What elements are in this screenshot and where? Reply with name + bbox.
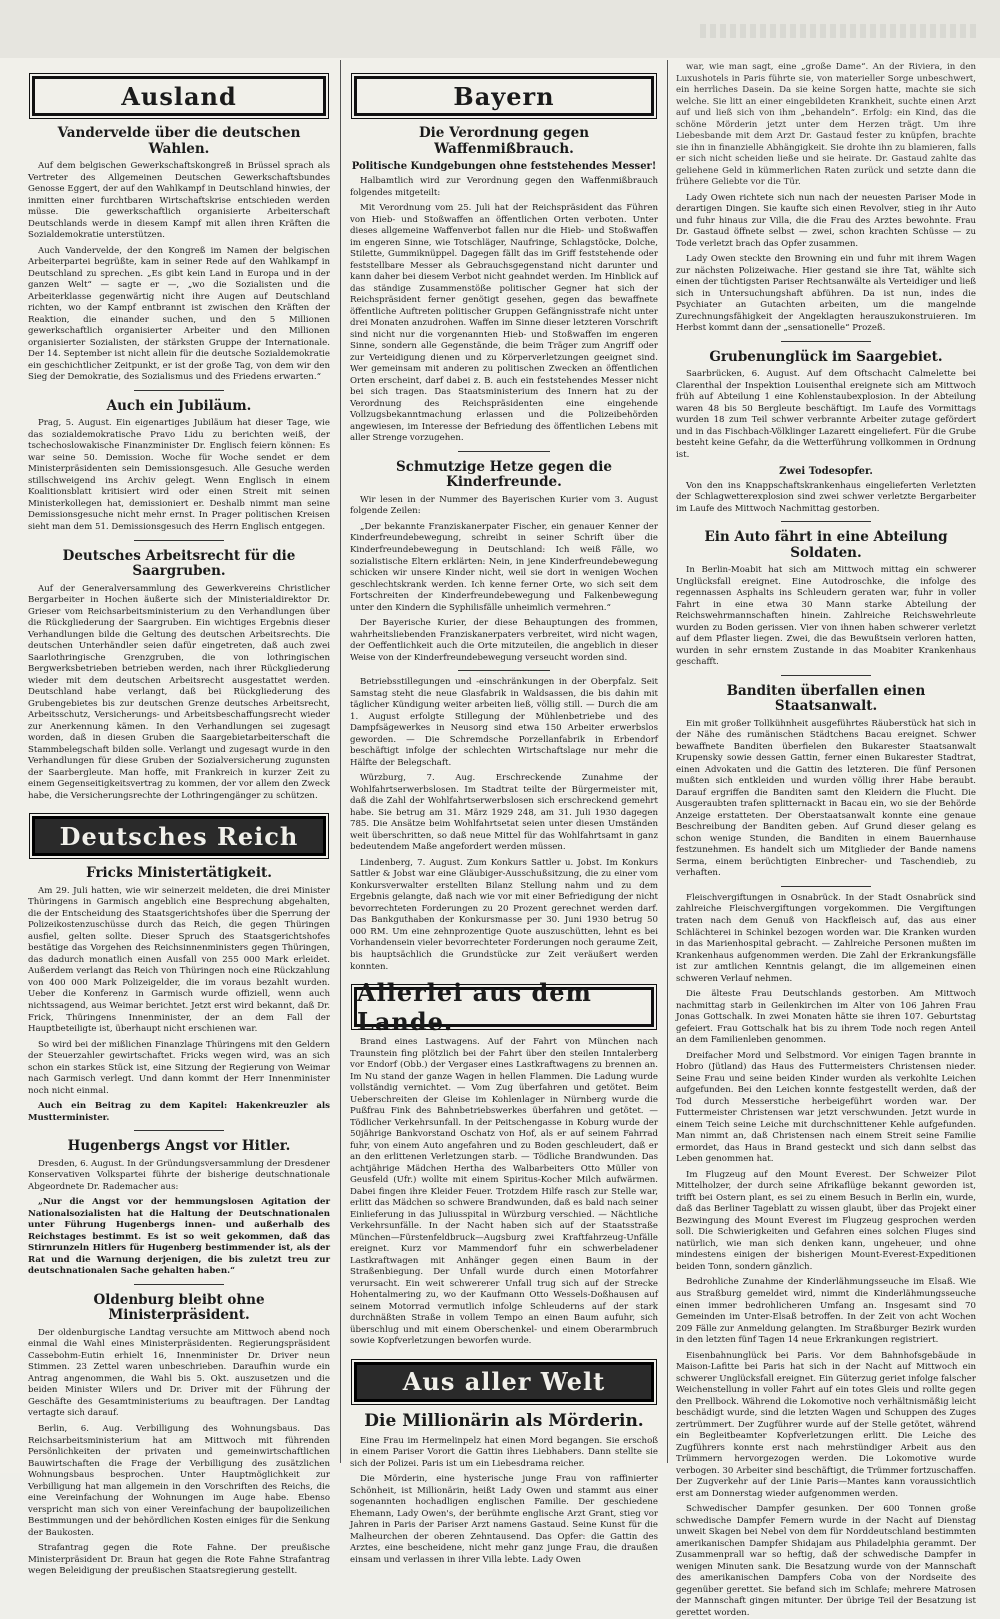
paragraph: Fleischvergiftungen in Osnabrück. In der Stadt Osnabrück sind zahlreiche Fleischvergiftungen vorgekommen. Die Vergiftungen traten nach dem Genuß von Hackfleisch auf, das aus einer Schlächterei in Schinkel bezogen worden war. Die Kranken wurden in das Marienhospital gebracht. — Zahlreiche Personen mußten im Krankenhaus aufgenommen werden. Die Zahl der Erkrankungsfälle ist zur amtlichen Kenntnis gelangt, die im allgemeinen einen schweren Verlauf nehmen. (676, 892, 976, 984)
paragraph: Auch ein Beitrag zu dem Kapitel: Hakenkreuzler als Mustterminister. (28, 1101, 330, 1123)
subheadline: Zwei Todesopfer. (779, 465, 873, 477)
divider (458, 451, 550, 452)
section-title-allerlei: Allerlei aus dem Lande. (354, 987, 654, 1027)
paragraph: Von den ins Knappschaftskrankenhaus eingelieferten Verletzten der Schlagwetterexplosion sind zwei schwer verletzte Bergarbeiter im Laufe des Mittwoch Nachmittag gestorben. (676, 480, 976, 514)
divider (134, 1284, 225, 1285)
headline: Ein Auto fährt in eine Abteilung Soldaten. (704, 529, 948, 561)
divider (458, 670, 550, 671)
paragraph: Lady Owen richtete sich nun nach der neuesten Pariser Mode in derartigen Dingen. Sie kaufte sich einen Revolver, stieg in ihr Auto und fuhr hinaus zur Villa, die die Frau des Arztes bewohnte. Frau Dr. Gastaud öffnete selbst — zwei, schon krachten Schüsse — zu Tode verletzt brach das Opfer zusammen. (676, 192, 976, 249)
divider (781, 675, 871, 676)
paragraph: Mit Verordnung vom 25. Juli hat der Reichspräsident das Führen von Hieb- und Stoßwaffen an öffentlichen Orten verboten. Unter dieses allgemeine Waffenverbot fallen nur die Hieb- und Stoßwaffen im engeren Sinne, wie Totschläger, Naufringe, Schlagstöcke, Dolche, Stilette, Gummiknüppel. Dagegen fällt das im Griff feststehende oder feststellbare Messer als Gebrauchsgegenstand nicht darunter und kann daher bei diesem Verbot nicht geahndet werden. Im Hinblick auf das ständige Zusammenstöße politischer Gegner hat sich der Reichspräsident ferner genötigt gesehen, gegen das bewaffnete öffentliche Auftreten politischer Gruppen Gefängnisstrafe nicht unter drei Monaten anzudrohen. Waffen im Sinne dieser letzteren Vorschrift sind nicht nur die vorgenannten Hieb- und Stoßwaffen im engeren Sinne, sondern alle Gegenstände, die beim Träger zum Angriff oder zur Verteidigung dienen und zu Körperverletzungen geeignet sind. Wer gemeinsam mit anderen zu politischen Zwecken an öffentlichen Orten erscheint, darf dabei z. B. auch ein feststehendes Messer nicht bei sich tragen. Das Staatsministerium des Innern hat zu der Verordnung des Reichspräsidenten eine eingehende Vollzugsbekanntmachung erlassen und die Polizeibehörden angewiesen, im Interesse der Befriedung des öffentlichen Lebens mit aller Strenge vorzugehen. (350, 203, 658, 444)
paragraph: Schwedischer Dampfer gesunken. Der 600 Tonnen große schwedische Dampfer Femern wurde in der Nacht auf Dienstag unweit Skagen bei Nebel von dem für Norddeutschland bestimmten amerikanischen Dampfer Shidajam aus Philadelphia gerammt. Der Zusammenprall war so heftig, daß der schwedische Dampfer in wenigen Minuten sank. Die Besatzung wurde von der Mannschaft des amerikanischen Dampfers Coba von der Nordseite des gegenüber gerettet. Sie befand sich im Schlafe; mehrere Matrosen der Mannschaft gingen mitunter. Der übrige Teil der Besatzung ist gerettet worden. (676, 1504, 976, 1618)
headline: Deutsches Arbeitsrecht für die Saargruben. (62, 547, 296, 580)
paragraph: Halbamtlich wird zur Verordnung gegen den Waffenmißbrauch folgendes mitgeteilt: (350, 176, 658, 198)
headline: Hugenbergs Angst vor Hitler. (67, 1138, 291, 1155)
section-title-deutsches-reich: Deutsches Reich (32, 816, 326, 856)
column-2 (350, 62, 658, 1565)
headline: Oldenburg bleibt ohne Ministerpräsident. (93, 1291, 265, 1324)
paragraph: Bedrohliche Zunahme der Kinderlähmungsseuche im Elsaß. Wie aus Straßburg gemeldet wird, nimmt die Kinderlähmungsseuche einen immer bedrohlicheren Umfang an. Insgesamt sind 70 Gemeinden im Unter-Elsaß betroffen. In der Zeit von acht Wochen 209 Fälle zur Anmeldung gelangten. Im Straßburger Bezirk wurden in den letzten fünf Tagen 14 neue Erkrankungen registriert. (676, 1277, 976, 1346)
paragraph: Lindenberg, 7. August. Zum Konkurs Sattler u. Jobst. Im Konkurs Sattler & Jobst war eine Gläubiger-Ausschußsitzung, die zu einer vom Konkursverwalter erstellten Bilanz Stellung nahm und zu dem Ergebnis gelangte, daß nach wie vor mit einer Befriedigung der nicht bevorrechteten Forderungen zu 20 Prozent gerechnet werden darf. Das Bankguthaben der Konkursmasse per 30. Juni 1930 betrug 50 000 RM. Um eine zehnprozentige Quote auszuschütten, lehnt es bei Vorhandensein vieler bevorrechteter Forderungen noch geraume Zeit, bis hauptsächlich die Grundstücke zur Zeit veräußert werden konnten. (350, 857, 658, 972)
paragraph: Die älteste Frau Deutschlands gestorben. Am Mittwoch nachmittag starb in Geilenkirchen im Alter von 106 Jahren Frau Jonas Gottschalk. In zwei Monaten hätte sie ihren 107. Geburtstag gefeiert. Frau Gottschalk hat bis zu ihrem Tode noch regen Anteil an dem Familienleben genommen. (676, 989, 976, 1046)
divider (781, 886, 871, 887)
divider (134, 390, 225, 391)
bleed-through-text (700, 24, 980, 38)
column-1 (28, 62, 330, 1577)
column-3 (676, 62, 976, 1618)
paragraph: Auf dem belgischen Gewerkschaftskongreß in Brüssel sprach als Vertreter des Allgemeinen Deutschen Gewerkschaftsbundes Genosse Eggert, der auf den Wahlkampf in Deutschland hinwies, der inmitten einer furchtbaren Wirtschaftskrise entschieden werden müsse. Die gewerkschaftlich organisierte Arbeiterschaft Deutschlands werde in diesem Kampf mit allen ihren Kräften die Sozialdemokratie unterstützen. (28, 161, 330, 241)
paragraph: Prag, 5. August. Ein eigenartiges Jubiläum hat dieser Tage, wie das sozialdemokratische Pravo Lidu zu berichten weiß, der tschechoslowakische Finanzminister Dr. Englisch feiern können: Es war seine 50. Demission. Woche für Woche sendet er dem Ministerpräsidenten sein Demissionsgesuch. Alle Gesuche werden stillschweigend ins Archiv gelegt. Wenn Englisch in einem Koalitionsblatt kritisiert wird oder einen Streit mit seinen Ministerkollegen hat, demissioniert er. Deshalb nimmt man seine Demissionsgesuche nicht mehr ernst. In Prager politischen Kreisen sieht man dem 51. Demissionsgesuch des Herrn Englisch entgegen. (28, 418, 330, 532)
paragraph: Würzburg, 7. Aug. Erschreckende Zunahme der Wohlfahrtserwerbslosen. Im Stadtrat teilte der Bürgermeister mit, daß die Zahl der Wohlfahrtserwerbslosen sich erschreckend gemehrt habe. Sie betrug am 31. März 1929 248, am 31. Juli 1930 dagegen 785. Die Ansätze beim Wohlfahrtsetat seien unter diesen Umständen weit überschritten, so daß neue Mittel für das Wohlfahrtsamt in ganz bedeutendem Maße angefordert werden müssen. (350, 773, 658, 853)
headline: Schmutzige Hetze gegen die Kinderfreunde. (396, 458, 612, 491)
paragraph: In Berlin-Moabit hat sich am Mittwoch mittag ein schwerer Unglücksfall ereignet. Eine Autodroschke, die infolge des regennassen Asphalts ins Schleudern geraten war, fuhr in voller Fahrt in eine etwa 30 Mann starke Abteilung der Reichswehrmannschaften hinein. Zahlreiche Reichswehrleute wurden zu Boden gerissen. Vier von ihnen haben schwerer verletzt auf dem Pflaster liegen. Zwei, die das Bewußtsein verloren hatten, wurden in sehr ernstem Zustande in das Moabiter Krankenhaus geschafft. (676, 565, 976, 668)
paragraph: Eisenbahnunglück bei Paris. Vor dem Bahnhofsgebäude in Maison-Lafitte bei Paris hat sich in der Nacht auf Mittwoch ein schwerer Unglücksfall ereignet. Ein Güterzug geriet infolge falscher Weichenstellung in voller Fahrt auf ein totes Gleis und rollte gegen den Prellbock. Während die Lokomotive noch verhältnismäßig leicht beschädigt wurde, sind die letzten Wagen und Schuppen des Zuges zertrümmert. Der Zugführer wurde auf der Stelle getötet, während ein Begleitbeamter Kopfverletzungen erlitt. Die Leiche des Zugführers konnte erst nach mehrstündiger Arbeit aus den Trümmern hervorgezogen werden. Die Lokomotive wurde verbogen. 30 Arbeiter sind beschäftigt, die Trümmer fortzuschaffen. Der Zugverkehr auf der Linie Paris—Mantes kann voraussichtlich erst am Donnerstag wieder aufgenommen werden. (676, 1350, 976, 1499)
paragraph: Brand eines Lastwagens. Auf der Fahrt von München nach Traunstein fing plötzlich bei der Fahrt über den steilen Inntalerberg vor Endorf (Obb.) der Vergaser eines Lastkraftwagens zu brennen an. Im Nu stand der ganze Wagen in hellen Flammen. Die Ladung wurde vollständig vernichtet. — Vom Zug überfahren und getötet. Beim Ueberschreiten der Gleise im Kohlenlager in Nürnberg wurde die Pußfrau Fink des Bahnbetriebswerkes überfahren und getötet. — Tödlicher Verkehrsunfall. In der Peitschengasse in Koburg wurde der 50jährige Bankvorstand Oschatz von Hof, als er auf seinem Fahrrad fuhr, von einem Auto angefahren und zu Boden geschleudert, daß er an den erlittenen Verletzungen starb. — Tödliche Brandwunden. Das achtjährige Mädchen Hertha des Walbarbeiters Otto Müller von Geusfeld (Ufr.) wollte mit einem Spiritus-Kocher Milch aufwärmen. Dabei fingen ihre Kleider Feuer. Trotzdem Hilfe rasch zur Stelle war, erlitt das Mädchen so schwere Brandwunden, daß es bald nach seiner Einlieferung in das Juliusspital in Würzburg verschied. — Nächtliche Verkehrsunfälle. In der Nacht haben sich auf der Staatsstraße München—Fürstenfeldbruck—Augsburg zwei Kraftfahrzeug-Unfälle ereignet. Kurz vor Mammendorf fuhr ein schwerbeladener Lastkraftwagen mit Anhänger gegen einen Baum in der Straßenbiegung. Der Unfall wurde durch einen Motorfahrer verursacht. Ein weit schwererer Unfall trug sich auf der Strecke Hohentalmering zu, wo der Kaufmann Otto Wessels-Doßhausen auf seinem Motorrad vermutlich infolge Schleuderns auf der stark durchnäßten Straße in vollem Tempo an einen Baum aufuhr, sich überschlug und mit einem Oberschenkel- und einem Oberarmbruch sowie Kopfverletzungen beworfen wurde. (350, 1037, 658, 1347)
paragraph: Die Mörderin, eine hysterische junge Frau von raffinierter Schönheit, ist Millionärin, heißt Lady Owen und stammt aus einer sogenannten hochadligen englischen Familie. Der geschiedene Ehemann, Lady Owen's, der berühmte englische Arzt Grant, stieg vor Jahren in Paris der Pariser Arzt namens Gastaud. Seine Kunst für die Malheurchen der oberen Zehntausend. Das Opfer: die Gattin des Arztes, eine bescheidene, nicht mehr ganz junge Frau, die draußen einsam und verlassen in ihrer Villa lebte. Lady Owen (350, 1474, 658, 1565)
paragraph: So wird bei der mißlichen Finanzlage Thüringens mit den Geldern der Steuerzahler gewirtschaftet. Fricks wegen wird, was an sich schon ein starkes Stück ist, eine Sitzung der Regierung von Weimar nach Garmisch verlegt. Und dann kommt der Herr Innenminister noch nicht einmal. (28, 1039, 330, 1096)
page-header-strip (0, 0, 1000, 58)
subheadline: Politische Kundgebungen ohne feststehendes Messer! (351, 161, 657, 173)
paragraph: Lady Owen steckte den Browning ein und fuhr mit ihrem Wagen zur nächsten Polizeiwache. Hier gestand sie ihre Tat, wählte sich einen der tüchtigsten Pariser Rechtsanwälte als Verteidiger und ließ sich in Untersuchungshaft abführen. Da ist nun, indes die Psychiater an Gutachten arbeiten, um die mangelnde Zurechnungsfähigkeit der Angeklagten herauszukonstruieren. Im Herbst kommt dann der „sensationelle“ Prozeß. (676, 254, 976, 334)
divider (781, 521, 871, 522)
paragraph: Saarbrücken, 6. August. Auf dem Oftschacht Calmelette bei Clarenthal der Inspektion Louisenthal ereignete sich am Mittwoch früh auf Abteilung 1 eine Kohlenstaubexplosion. In der Abteilung waren 48 bis 50 Bergleute beschäftigt. Im Laufe des Vormittags wurden 18 zum Teil schwer verbrannte Arbeiter zutage gefördert und in das Fischbach-Völklinger Lazarett eingeliefert. Für die Grube besteht keine Gefahr, da die Wetterführung vollkommen in Ordnung ist. (676, 369, 976, 460)
paragraph: Auch Vandervelde, der den Kongreß im Namen der belgischen Arbeiterpartei begrüßte, kam in seiner Rede auf den Wahlkampf in Deutschland zu sprechen. „Es gibt kein Land in Europa und in der ganzen Welt“ — sagte er —, „wo die Sozialisten und die Arbeiterklasse gegenwärtig nicht ihre Augen auf Deutschland richten, wo der Kampf entbrannt ist zwischen den Kräften der Reaktion, die einander suchen, und den 5 Millionen gewerkschaftlich organisierter Arbeiter und den Millionen organisierter Sozialisten, der stärksten Gruppe der Internationale. Der 14. September ist nicht allein für die deutsche Sozialdemokratie ein geschichtlicher Zeitpunkt, er ist der große Tag, von dem wir den Sieg der Demokratie, des Sozialismus und des Friedens erwarten.“ (28, 245, 330, 383)
paragraph: Der oldenburgische Landtag versuchte am Mittwoch abend noch einmal die Wahl eines Ministerpräsidenten. Regierungspräsident Cassebohm-Eutin erhielt 16, Innenminister Dr. Driver neun Stimmen. 23 Zettel waren unbeschrieben. Daraufhin wurde ein Antrag angenommen, die Wahl bis 5. Okt. auszusetzen und die beiden Minister Wilers und Dr. Driver mit der Führung der Geschäfte des Gesamtministeriums zu beauftragen. Der Landtag vertagte sich darauf. (28, 1327, 330, 1419)
paragraph: Am 29. Juli hatten, wie wir seinerzeit meldeten, die drei Minister Thüringens in Garmisch angeblich eine Besprechung abgehalten, die der Entscheidung des Staatsgerichtshofes über die Sperrung der Polizeikostenzuschüsse durch das Reich, die gegen Thüringen ausfiel, gelten sollte. Dieser Spruch des Staatsgerichtshofes bestätige das Vorgehen des Reichsinnenministers gegen Thüringen, das dadurch monatlich einen Ausfall von 255 000 Mark erleidet. Außerdem verlangt das Reich von Thüringen noch eine Rückzahlung von 400 000 Mark Polizeigelder, die im voraus bezahlt wurden. Ueber die Konferenz in Garmisch wurde offiziell, wenn auch nichtssagend, aus Weimar berichtet. Jetzt erst wird bekannt, daß Dr. Frick, Thüringens Innenminister, der an dem Fall der Hauptbeteiligte ist, überhaupt nicht erschienen war. (28, 885, 330, 1035)
column-rule (667, 60, 668, 1463)
paragraph: Strafantrag gegen die Rote Fahne. Der preußische Ministerpräsident Dr. Braun hat gegen die Rote Fahne Strafantrag wegen Beleidigung der preußischen Staatsregierung gestellt. (28, 1543, 330, 1577)
section-title-aus-aller-welt: Aus aller Welt (354, 1362, 654, 1402)
section-title-bayern: Bayern (354, 76, 654, 116)
paragraph: Eine Frau im Hermelinpelz hat einen Mord begangen. Sie erschoß in einem Pariser Vorort die Gattin ihres Liebhabers. Dann stellte sie sich der Polizei. Paris ist um ein Liebesdrama reicher. (350, 1435, 658, 1469)
paragraph: Dresden, 6. August. In der Gründungsversammlung der Dresdener Konservativen Volkspartei führte der bisherige deutschnationale Abgeordnete Dr. Rademacher aus: (28, 1158, 330, 1192)
headline: Banditen überfallen einen Staatsanwalt. (726, 682, 926, 715)
paragraph: Ein mit großer Tollkühnheit ausgeführtes Räuberstück hat sich in der Nähe des rumänischen Städtchens Bacau ereignet. Schwer bewaffnete Banditen überfielen den Bukarester Staatsanwalt Krupensky sowie dessen Gattin, ferner einen Bukarester Stadtrat, einen Advokaten und die Gattin des letzteren. Die fünf Personen mußten sich entkleiden und wurden völlig ihrer Habe beraubt. Darauf ergriffen die Banditen samt den Kleidern die Flucht. Die Ausgeraubten trafen splitternackt in Bacau ein, wo sie der Behörde Anzeige erstatteten. Der Oberstaatsanwalt konnte eine genaue Beschreibung der Banditen geben. Auf Grund dieser gelang es schon wenige Stunden, die Banditen in einem Bauernhause festzunehmen. Es handelt sich um Mitglieder der Bande namens Serma, einem berüchtigten Einbrecher- und Taschendieb, zu verhaften. (676, 718, 976, 879)
headline: Die Verordnung gegen Waffenmißbrauch. (418, 125, 590, 157)
paragraph: „Der bekannte Franziskanerpater Fischer, ein genauer Kenner der Kinderfreundebewegung, schreibt in seiner Schrift über die Kinderfreundebewegung in Deutschland: Ich weiß Fälle, wo sozialistische Eltern erklärten: Nein, in jene Kinderfreundebewegung schicken wir unsere Kinder nicht, weil sie dort in wenigen Wochen geschlechtskrank werden. Ich kenne ferner Orte, wo sich seit dem Fortschreiten der Kinderfreundebewegung und Falkenbewegung unter den Kindern die Syphilisfälle unheimlich vermehren.“ (350, 521, 658, 613)
paragraph: Im Flugzeug auf den Mount Everest. Der Schweizer Pilot Mittelholzer, der durch seine Afrikaflüge bekannt geworden ist, trifft bei Ostern plant, es sei zu einem Besuch in Berlin ein, wurde, daß das Berliner Tageblatt zu wissen glaubt, über das Projekt einer Bezwingung des Mount Everest im Flugzeug gesprochen werden soll. Die Schwierigkeiten und Gefahren eines solchen Fluges sind natürlich, wie man sich denken kann, ungeheuer, und ohne mindestens einigen der bisherigen Mount-Everest-Expeditionen beiden Tonn, sondern gänzlich. (676, 1169, 976, 1272)
paragraph: Der Bayerische Kurier, der diese Behauptungen des frommen, wahrheitsliebenden Franziskanerpaters verbreitet, wird nicht wagen, der Oeffentlichkeit auch die Orte mitzuteilen, die angeblich in dieser Weise von der Kinderfreundebewegung verseucht worden sind. (350, 618, 658, 663)
paragraph: Auf der Generalversammlung des Gewerkvereins Christlicher Bergarbeiter in Hochen äußerte sich der Ministerialdirektor Dr. Grieser vom Reichsarbeitsministerium zu den Verhandlungen über die Rückgliederung der Saargruben. Ein wichtiges Ergebnis dieser Verhandlungen bilde die Geltung des deutschen Arbeitsrechts. Die deutschen Unterhändler seien dafür eingetreten, daß auch zwei Saarlothringische Grenzgruben, die von lothringischen Bergwerksbetrieben betrieben werden, nach ihrer Rückgliederung wieder mit dem deutschen Arbeitsrecht ausgestattet werden. Deutschland habe verlangt, daß bei Rückgliederung des Grubengebietes bis zur deutschen Grenze deutsches Arbeitsrecht, Arbeitsschutz, Versicherungs- und Arbeitsbeschaffungsrecht wieder zur Anerkennung kämen. In den Verhandlungen sei zugesagt worden, daß in diesen Gruben die Saargebietarbeiterschaft die Stammbelegschaft bilden solle. Verlangt und zugesagt wurde in den Verhandlungen für diese Gruben der Sozialversicherung zugunsten der Saarbergleute. Man hoffe, mit Frankreich in kurzer Zeit zu einem Gegenseitigkeitsvertrag zu kommen, der vor allem den Zweck habe, die Versicherungsrechte der Lothringengänger zu schützen. (28, 583, 330, 801)
headline: Die Millionärin als Mörderin. (364, 1410, 644, 1431)
paragraph: Dreifacher Mord und Selbstmord. Vor einigen Tagen brannte in Hobro (Jütland) das Haus des Futtermeisters Christensen nieder. Seine Frau und seine beiden Kinder wurden als verkohlte Leichen aufgefunden. Bei den Leichen konnte festgestellt werden, daß der Tod durch Messerstiche herbeigeführt worden war. Der Futtermeister Christensen war jetzt verschwunden. Jetzt wurde in einem Teich seine Leiche mit durchschnittener Kehle aufgefunden. Man nimmt an, daß Christensen nach einem Streit seine Familie ermordet, das Haus in Brand gesteckt und sich dann selbst das Leben genommen hat. (676, 1050, 976, 1165)
paragraph: Wir lesen in der Nummer des Bayerischen Kurier vom 3. August folgende Zeilen: (350, 494, 658, 517)
column-rule (340, 60, 341, 1463)
divider (134, 540, 225, 541)
paragraph: war, wie man sagt, eine „große Dame“. An der Riviera, in den Luxushotels in Paris führte sie, von materieller Sorge unbeschwert, ein herrliches Dasein. Da sie keine Sorgen hatte, machte sie sich welche. Sie litt an einer eingebildeten Krankheit, suchte einen Arzt auf und ließ sich von ihm „behandeln“. Erfolg: ein Kind, das die schöne Mörderin jetzt unter dem Herzen trägt. Um ihre Liebesbande mit dem Arzt Dr. Gastaud fester zu knüpfen, brachte sie ihn in finanzielle Abhängigkeit. Sie drohte ihn zu blamieren, falls er sich nicht scheiden ließe und sie heirate. Dr. Gastaud zahlte das geliehene Geld in kümmerlichen Raten zurück und setzte dann die frühere Geliebte vor die Tür. (676, 62, 976, 188)
headline: Fricks Ministertätigkeit. (86, 865, 272, 882)
paragraph: „Nur die Angst vor der hemmungslosen Agitation der Nationalsozialisten hat die Haltung der Deutschnationalen unter Führung Hugenbergs innen- und außerhalb des Reichstages bestimmt. Es ist so weit gekommen, daß das Stirnrunzeln Hitlers für Hugenberg bestimmender ist, als der Rat und die Warnung derjenigen, die bis zuletzt treu zur deutschnationalen Sache gehalten haben.“ (28, 1197, 330, 1277)
divider (781, 341, 871, 342)
paragraph: Berlin, 6. Aug. Verbilligung des Wohnungsbaus. Das Reichsarbeitsministerium hat am Mittwoch mit führenden Persönlichkeiten der privaten und gemeinwirtschaftlichen Bauwirtschaften die Frage der Verbilligung des zusätzlichen Wohnungsbaus besprochen. Unter Hauptmöglichkeit zur Verbilligung hat man allgemein in den Vorschriften des Reichs, die eine Vereinfachung der Wohnungen im Auge habe. Ebenso verspricht man sich von einer Vereinfachung der baupolizeilichen Bestimmungen und der behördlichen Kosten einiges für die Senkung der Baukosten. (28, 1423, 330, 1538)
headline: Grubenunglück im Saargebiet. (709, 348, 943, 365)
divider (134, 1130, 225, 1131)
paragraph: Betriebsstillegungen und -einschränkungen in der Oberpfalz. Seit Samstag steht die neue Glasfabrik in Waldsassen, die bis dahin mit täglicher Kündigung weiter arbeiten ließ, völlig still. — Durch die am 1. August erfolgte Stillegung der Mühlenbetriebe und des Dampfsägewerkes in Neusorg sind etwa 150 Arbeiter erwerbslos geworden. — Die Schremdsche Porzellanfabrik in Erbendorf beschäftigt infolge der schlechten Wirtschaftslage nur mehr die Hälfte der Belegschaft. (350, 677, 658, 768)
headline: Vandervelde über die deutschen Wahlen. (57, 125, 301, 157)
section-title-ausland: Ausland (32, 76, 326, 116)
headline: Auch ein Jubiläum. (106, 397, 252, 414)
